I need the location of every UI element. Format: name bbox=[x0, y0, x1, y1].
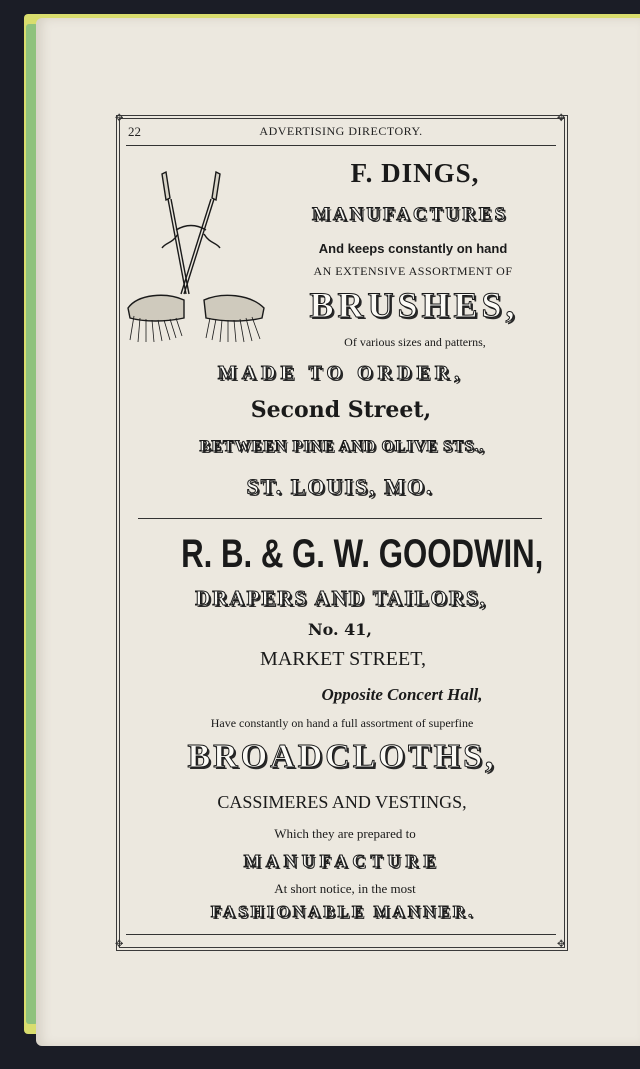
advertiser-name: R. B. & G. W. GOODWIN, bbox=[181, 532, 544, 576]
product-heading: BROADCLOTHS, bbox=[187, 738, 497, 775]
tagline-text: And keeps constantly on hand bbox=[318, 241, 508, 256]
cross-streets: BETWEEN PINE AND OLIVE STS., bbox=[199, 438, 485, 455]
header-rule bbox=[126, 145, 556, 146]
street-address: Second Street, bbox=[250, 397, 432, 423]
corner-ornament-icon: ✥ bbox=[557, 113, 566, 124]
corner-ornament-icon: ✥ bbox=[557, 939, 566, 950]
stock-text: Have constantly on hand a full assortment of superfine bbox=[210, 716, 474, 730]
made-to-order-heading: MADE TO ORDER, bbox=[217, 362, 465, 384]
location-note: Opposite Concert Hall, bbox=[321, 685, 483, 704]
trade-heading: DRAPERS AND TAILORS, bbox=[195, 586, 487, 610]
manufacture-heading: MANUFACTURE bbox=[243, 851, 441, 871]
ad-separator-rule bbox=[138, 518, 542, 519]
running-header bbox=[126, 124, 556, 140]
sizes-text: Of various sizes and patterns, bbox=[344, 335, 486, 349]
fashionable-heading: FASHIONABLE MANNER. bbox=[210, 902, 476, 921]
corner-ornament-icon: ✥ bbox=[115, 939, 124, 950]
advertiser-name: F. DINGS, bbox=[350, 158, 480, 188]
page-number: 22 bbox=[128, 124, 141, 139]
assortment-text: AN EXTENSIVE ASSORTMENT OF bbox=[313, 264, 513, 278]
prepared-text: Which they are prepared to bbox=[274, 826, 416, 841]
footer-rule bbox=[126, 934, 556, 935]
product-heading: BRUSHES, bbox=[309, 285, 519, 325]
city-line: ST. LOUIS, MO. bbox=[246, 474, 434, 499]
street-number: No. 41, bbox=[308, 620, 372, 639]
crossed-brushes-icon bbox=[126, 168, 268, 344]
corner-ornament-icon: ✥ bbox=[115, 113, 124, 124]
notice-text: At short notice, in the most bbox=[274, 881, 416, 896]
street-name: MARKET STREET, bbox=[260, 648, 426, 670]
running-head-title: ADVERTISING DIRECTORY. bbox=[259, 124, 423, 138]
cassimeres-text: CASSIMERES AND VESTINGS, bbox=[217, 792, 467, 812]
manufactures-heading: MANUFACTURES bbox=[311, 204, 509, 225]
